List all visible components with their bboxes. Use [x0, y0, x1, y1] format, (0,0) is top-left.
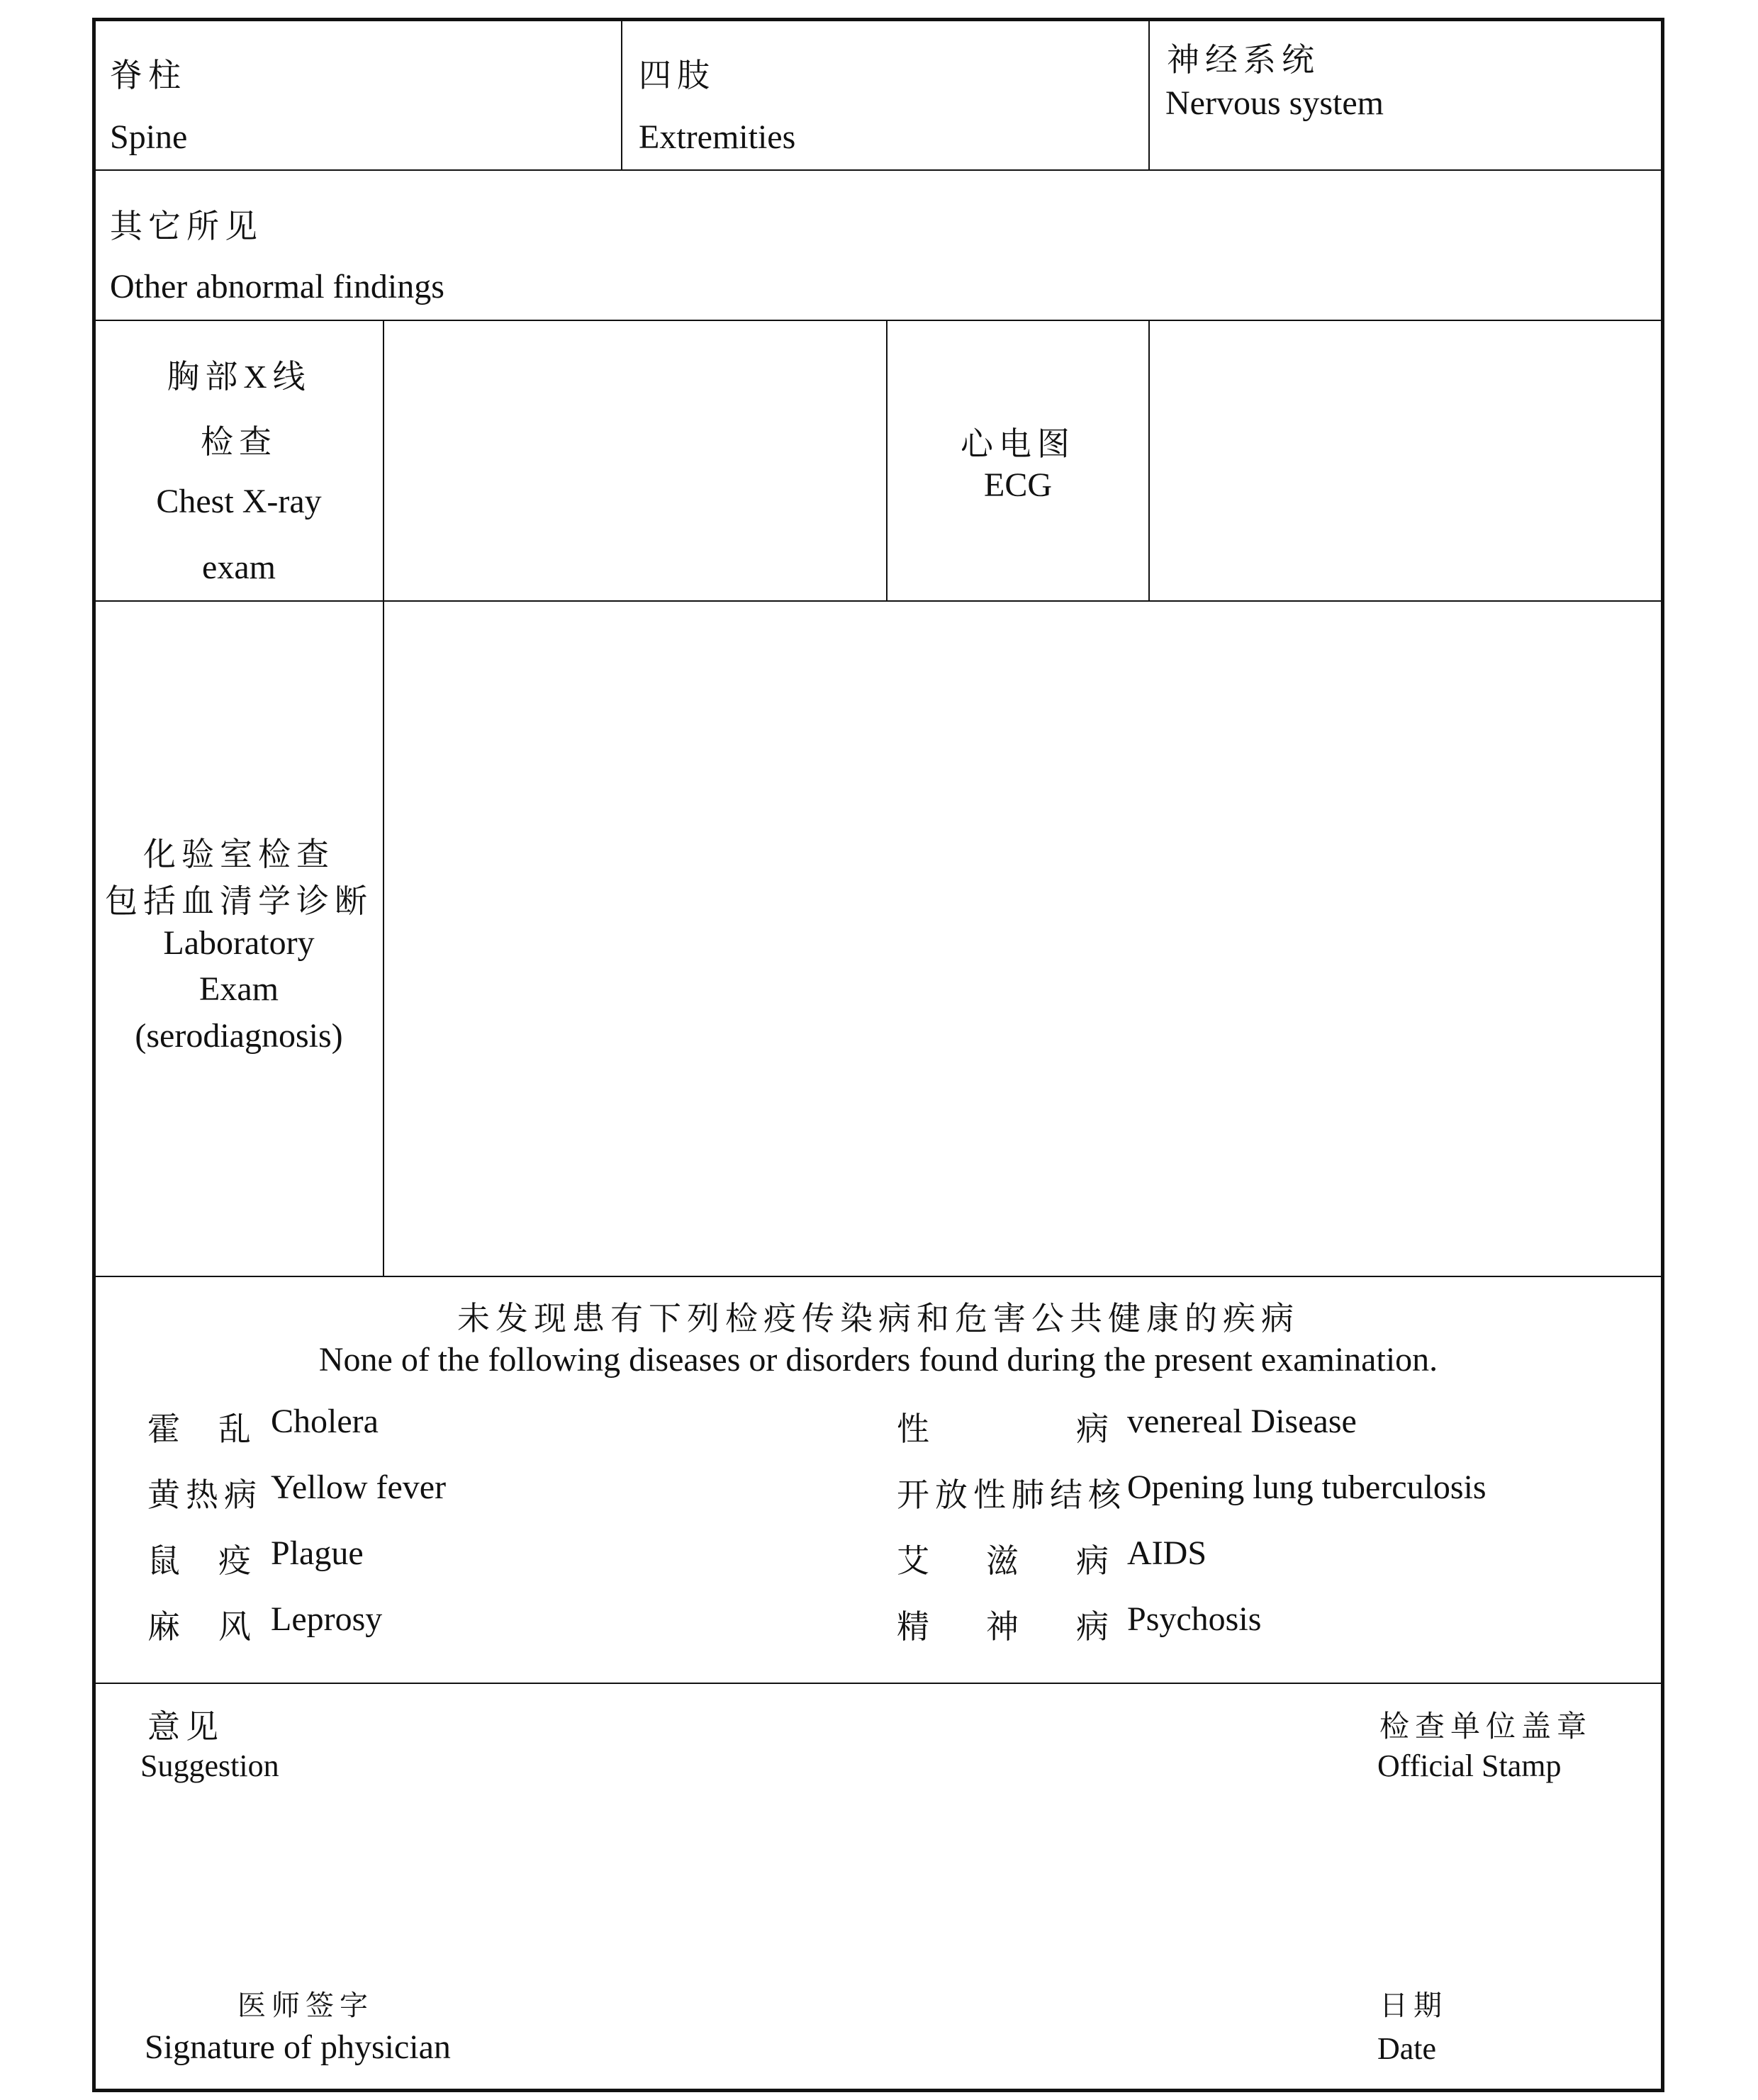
date-label-en: Date — [1377, 2031, 1437, 2066]
disease-psychosis-zh-m: 神 — [986, 1609, 1024, 1645]
nervous-system-label-en: Nervous system — [1165, 84, 1384, 122]
xray-label-zh-2: 检查 — [201, 424, 277, 460]
col-divider-xray-label — [383, 320, 384, 1276]
row-divider-2 — [92, 320, 1664, 321]
date-label-zh: 日期 — [1379, 1989, 1448, 2021]
extremities-label-zh: 四肢 — [639, 57, 715, 94]
disease-yellow-fever-zh: 黄热病 — [147, 1477, 262, 1513]
spine-label-en: Spine — [110, 118, 188, 156]
disease-plague-zh-a: 鼠 — [147, 1543, 186, 1579]
lab-label-en-3: (serodiagnosis) — [135, 1017, 343, 1055]
disease-psychosis-zh-a: 精 — [897, 1609, 935, 1645]
disease-plague-en: Plague — [271, 1534, 364, 1572]
nervous-system-label-zh: 神经系统 — [1167, 42, 1320, 78]
lab-label-en-1: Laboratory — [163, 924, 315, 962]
disease-cholera-en: Cholera — [271, 1403, 379, 1440]
disease-aids-en: AIDS — [1127, 1534, 1207, 1572]
disease-tuberculosis-zh: 开放性肺结核 — [897, 1477, 1126, 1513]
xray-label-en-1: Chest X-ray — [156, 483, 322, 520]
row-divider-5 — [92, 1683, 1664, 1684]
ecg-label-zh: 心电图 — [961, 426, 1075, 462]
col-divider-ecg — [1148, 320, 1150, 601]
disease-leprosy-zh-a: 麻 — [147, 1609, 186, 1645]
col-divider-spine — [621, 18, 622, 170]
disease-aids-zh-a: 艾 — [897, 1543, 935, 1579]
disease-aids-zh-b: 病 — [1076, 1543, 1114, 1579]
lab-label-zh-2: 包括血清学诊断 — [105, 883, 373, 919]
disease-venereal-zh-a: 性 — [897, 1411, 935, 1447]
disease-yellow-fever-en: Yellow fever — [271, 1469, 447, 1506]
diseases-header-en: None of the following diseases or disorders found during the present examination. — [318, 1341, 1438, 1379]
col-divider-extremities — [1148, 18, 1150, 170]
other-findings-label-zh: 其它所见 — [110, 208, 263, 245]
official-stamp-label-en: Official Stamp — [1377, 1748, 1562, 1783]
row-divider-1 — [92, 169, 1664, 171]
disease-leprosy-en: Leprosy — [271, 1600, 383, 1638]
spine-label-zh: 脊柱 — [110, 57, 186, 94]
disease-psychosis-zh-b: 病 — [1076, 1609, 1114, 1645]
physician-signature-label-zh: 医师签字 — [237, 1989, 374, 2021]
xray-label-zh-1: 胸部X线 — [167, 359, 311, 395]
ecg-label-en: ECG — [984, 466, 1052, 504]
suggestion-label-zh: 意见 — [147, 1709, 224, 1745]
lab-label-en-2: Exam — [199, 970, 279, 1008]
disease-aids-zh-m: 滋 — [986, 1543, 1024, 1579]
disease-plague-zh-b: 疫 — [218, 1543, 257, 1579]
disease-leprosy-zh-b: 风 — [218, 1609, 257, 1645]
row-divider-3 — [92, 600, 1664, 602]
row-divider-4 — [92, 1276, 1664, 1277]
disease-venereal-en: venereal Disease — [1127, 1403, 1357, 1440]
diseases-header-zh: 未发现患有下列检疫传染病和危害公共健康的疾病 — [457, 1301, 1299, 1337]
official-stamp-label-zh: 检查单位盖章 — [1379, 1711, 1593, 1744]
extremities-label-en: Extremities — [639, 118, 796, 156]
xray-label-en-2: exam — [202, 549, 276, 586]
disease-psychosis-en: Psychosis — [1127, 1600, 1262, 1638]
disease-cholera-zh-b: 乱 — [218, 1411, 257, 1447]
disease-cholera-zh-a: 霍 — [147, 1411, 186, 1447]
disease-tuberculosis-en: Opening lung tuberculosis — [1127, 1469, 1487, 1506]
lab-label-zh-1: 化验室检查 — [143, 836, 335, 872]
physician-signature-label-en: Signature of physician — [145, 2028, 451, 2066]
other-findings-label-en: Other abnormal findings — [110, 268, 444, 305]
disease-venereal-zh-b: 病 — [1076, 1411, 1114, 1447]
suggestion-label-en: Suggestion — [140, 1748, 279, 1783]
